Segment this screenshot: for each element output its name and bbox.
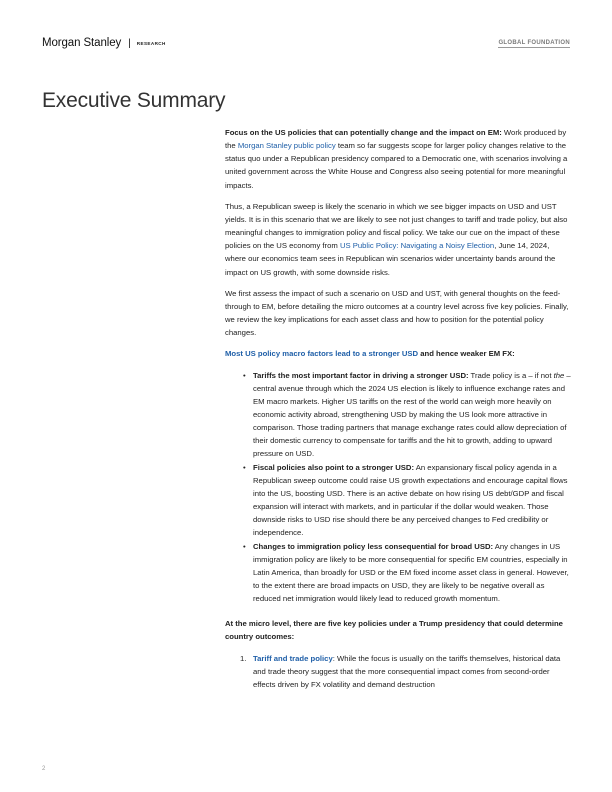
public-policy-link[interactable]: Morgan Stanley public policy xyxy=(237,141,336,151)
tariff-trade-link[interactable]: Tariff and trade policy xyxy=(253,653,333,663)
paragraph-republican-sweep xyxy=(225,200,572,279)
macro-factor-list xyxy=(225,369,572,606)
focus-lead: Focus on the US policies that can potentially change and the impact on EM: xyxy=(225,128,502,137)
tariffs-lead: Tariffs the most important factor in driving a stronger USD: xyxy=(253,370,469,380)
page-title: Executive Summary xyxy=(42,89,226,112)
p2-text-a: Thus, a Republican sweep is likely the scenario in which we see bigger impacts on USD and UST yields. It is in this scenario that we are likely to see not just changes to tariff and trade policy, but also meaningful changes to immigration policy and fiscal policy. We take our cue on the impact of these policies on the US economy from xyxy=(225,201,568,251)
header-logo xyxy=(42,37,166,49)
page-number: 2 xyxy=(42,766,46,772)
immigration-text: Any changes in US immigration policy are likely to be more consequential for specific EM countries, especially in Latin America, than broadly for USD or the EM fixed income asset class in general. However, to the extent there are broad impacts on USD, they are likely to be negative overall as reduced net immigration would likely lead to reduced growth momentum. xyxy=(253,541,569,604)
noisy-election-link[interactable]: US Public Policy: Navigating a Noisy Election xyxy=(339,241,495,251)
micro-heading: At the micro level, there are five key policies under a Trump presidency that could determine country outcomes: xyxy=(225,619,563,642)
macro-heading xyxy=(225,347,572,360)
tariffs-italic: the xyxy=(553,370,565,380)
body-column xyxy=(225,126,572,691)
paragraph-focus xyxy=(225,126,572,192)
list-item-immigration xyxy=(253,540,572,606)
policy-list xyxy=(225,652,572,691)
policy-number: 1. xyxy=(240,653,247,663)
immigration-lead: Changes to immigration policy less consequential for broad USD: xyxy=(253,541,494,551)
macro-heading-rest: and hence weaker EM FX: xyxy=(418,349,515,359)
macro-heading-blue: Most US policy macro factors lead to a stronger USD xyxy=(225,349,419,359)
morgan-stanley-logo: Morgan Stanley xyxy=(42,37,122,49)
tariff-trade-text: : While the focus is usually on the tariffs themselves, historical data and trade theory suggest that the more consequential impact comes from second-order effects driven by FX volatility and demand destruction xyxy=(253,653,561,689)
list-item-fiscal xyxy=(253,461,572,540)
fiscal-text: An expansionary fiscal policy agenda in a Republican sweep outcome could raise US growth expectations and encourage capital flows into the US, boosting USD. There is an active debate on how rising US debt/GDP and fiscal expansion will interact with markets, and in particular if the dollar would weaken. Those downside risks to USD rise should there be any perceived changes to Fed credibility or independence. xyxy=(253,462,568,538)
report-series-label: GLOBAL FOUNDATION xyxy=(498,40,570,46)
p1-text-a: Work produced by the xyxy=(225,128,567,151)
paragraph-assessment: We first assess the impact of such a scenario on USD and UST, with general thoughts on the feed-through to EM, before detailing the micro outcomes at a country level across five key policies. Finally, we review the key implications for each asset class and how to position for the potential policy changes. xyxy=(225,288,569,338)
list-item-tariff-trade xyxy=(240,652,572,691)
tariffs-text-b: – central avenue through which the 2024 US election is likely to influence exchange rates and EM macro markets. Higher US tariffs on the rest of the world can weigh more heavily on economic activity abroad, strengthening USD by making the US look more attractive in comparison. Those trading partners that manage exchange rates could allow depreciation of their domestic currency to compensate for tariffs and the hit to growth, adding to upward pressure on USD. xyxy=(253,370,571,459)
tariffs-text-a: Trade policy is a – if not xyxy=(468,370,554,380)
list-item-tariffs xyxy=(253,369,572,461)
p2-text-b: , June 14, 2024, where our economics team sees in Republican win scenarios wider uncertainty bands around the impact on US growth, with some downside risks. xyxy=(225,241,556,277)
p1-text-b: team so far suggests scope for larger policy changes relative to the status quo under a Republican presidency compared to a Democratic one, with scenarios involving a united government across the White House and Congress also seeing potential for more meaningful impacts. xyxy=(225,141,568,190)
section-label: RESEARCH xyxy=(136,40,166,46)
logo-separator: | xyxy=(128,37,131,49)
fiscal-lead: Fiscal policies also point to a stronger USD: xyxy=(253,462,415,472)
